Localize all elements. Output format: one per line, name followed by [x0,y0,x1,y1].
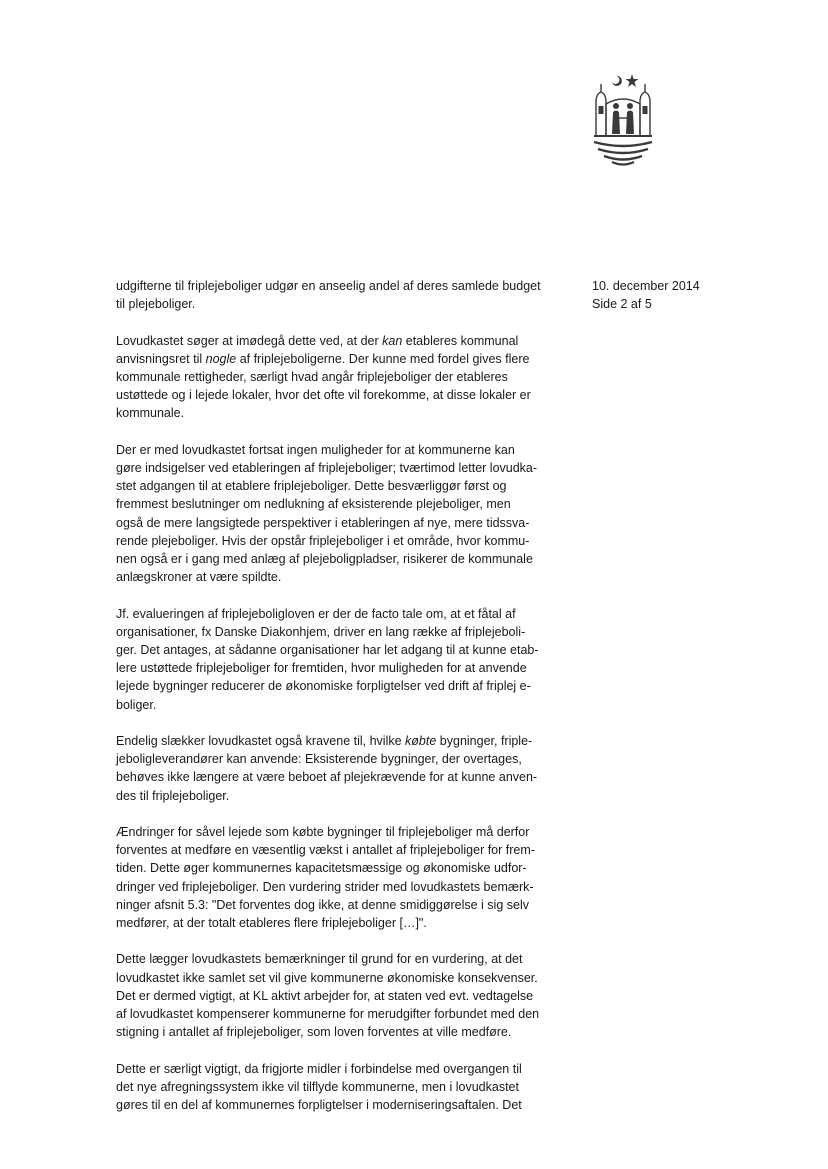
text-line: rende plejeboliger. Hvis der opstår friplejeboliger i et område, hvor kommu- [116,533,530,548]
text-line: kommunale rettigheder, særligt hvad angår friplejeboliger der etableres [116,370,508,384]
text-line: det nye afregningssystem ikke vil tilflyde kommunerne, men i lovudkastet [116,1079,519,1094]
text-line: Jf. evalueringen af friplejeboligloven er der de facto tale om, at et fåtal af [116,606,516,621]
text-line: udgifterne til friplejeboliger udgør en anseelig andel af deres samlede budget [116,279,541,293]
text-line: ninger afsnit 5.3: "Det forventes dog ikke, at denne smidiggørelse i sig selv [116,897,529,912]
text-line: nen også er i gang med anlæg af plejeboligpladser, risikerer de kommunale [116,552,533,567]
text-line: Dette lægger lovudkastets bemærkninger til grund for en vurdering, at det [116,952,523,967]
page-number: Side 2 af 5 [592,297,652,311]
text-line: Lovudkastet søger at imødegå dette ved, at der kan etableres kommunal [116,333,519,348]
text-line: boliger. [116,697,157,712]
document-date: 10. december 2014 [592,279,700,293]
text-line: ger. Det antages, at sådanne organisationer har let adgang til at kunne etab- [116,643,539,658]
text-line: Der er med lovudkastet fortsat ingen muligheder for at kommunerne kan [116,442,515,457]
body-paragraph [116,277,572,313]
body-paragraph [116,332,572,423]
text-line: ustøttede og i lejede lokaler, hvor det ofte vil forekomme, at disse lokaler er [116,388,531,403]
text-line: stet adgangen til at etablere friplejeboliger. Dette besværliggør først og [116,479,507,494]
text-line: lovudkastet ikke samlet set vil give kommunerne økonomiske konsekvenser. [116,970,538,985]
emphasis: nogle [205,351,237,366]
text-line: lere ustøttede friplejeboliger for fremtiden, hvor muligheden for at anvende [116,661,527,676]
body-paragraph [116,732,572,805]
body-paragraph [116,441,572,587]
text-line: stigning i antallet af friplejeboliger, som loven forventes at ville medføre. [116,1025,512,1040]
text-line: anlægskroner at være spildte. [116,570,282,585]
text-line: gøre indsigelser ved etableringen af friplejeboliger; tværtimod letter lovudka- [116,461,538,475]
document-meta [592,277,700,313]
text-line: til plejeboliger. [116,297,196,312]
emphasis: købte [405,734,437,749]
emphasis: kan [382,333,403,348]
text-line: også de mere langsigtede perspektiver i etableringen af nye, mere tidssva- [116,515,530,530]
text-line: dringer ved friplejeboliger. Den vurdering strider med lovudkastets bemærk- [116,879,534,894]
text-line: Endelig slækker lovudkastet også kravene til, hvilke købte bygninger, friple- [116,734,533,749]
text-line: Det er dermed vigtigt, at KL aktivt arbejder for, at staten ved evt. vedtagelse [116,988,534,1003]
document-body [116,277,572,1132]
text-line: forventes at medføre en væsentlig vækst i antallet af friplejeboliger for frem- [116,843,535,858]
body-paragraph [116,950,572,1041]
body-paragraph [116,823,572,932]
text-line: Ændringer for såvel lejede som købte bygninger til friplejeboliger må derfor [116,825,530,840]
text-line: tiden. Dette øger kommunernes kapacitetsmæssige og økonomiske udfor- [116,861,527,876]
text-line: jeboligleverandører kan anvende: Eksisterende bygninger, der overtages, [116,752,522,767]
body-paragraph [116,605,572,714]
text-line: af lovudkastet kompenserer kommunerne for merudgifter forbundet med den [116,1007,540,1022]
text-line: anvisningsret til nogle af friplejeboligerne. Der kunne med fordel gives flere [116,351,530,366]
text-line: gøres til en del af kommunernes forpligtelser i moderniseringsaftalen. Det [116,1098,522,1113]
text-line: des til friplejeboliger. [116,788,230,803]
text-line: behøves ikke længere at være beboet af plejekrævende for at kunne anven- [116,770,538,785]
body-paragraph [116,1060,572,1115]
text-line: lejede bygninger reducerer de økonomiske forpligtelser ved drift af friplej e- [116,679,531,694]
text-line: fremmest beslutninger om nedlukning af eksisterende plejeboliger, men [116,497,511,512]
text-line: kommunale. [116,406,185,421]
aarhus-city-crest-icon [588,70,658,170]
text-line: Dette er særligt vigtigt, da frigjorte midler i forbindelse med overgangen til [116,1061,522,1076]
text-line: organisationer, fx Danske Diakonhjem, driver en lang række af friplejeboli- [116,624,526,639]
text-line: medfører, at der totalt etableres flere friplejeboliger […]". [116,916,427,931]
